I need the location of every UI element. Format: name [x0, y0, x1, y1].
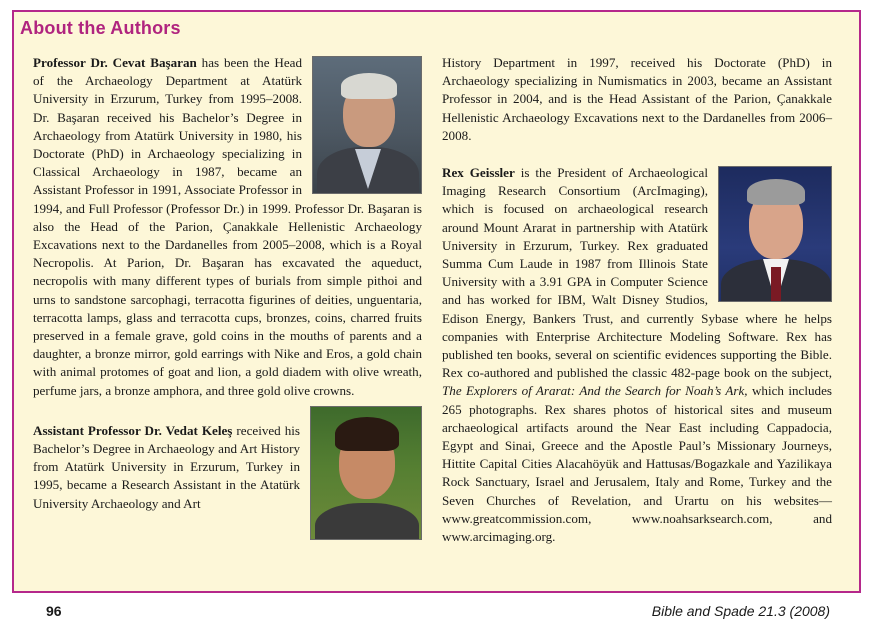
- author-name-baseran: Professor Dr. Cevat Başaran: [33, 55, 197, 70]
- bio-text-baseran: has been the Head of the Archaeology Department at Atatürk University in Erzurum, Turkey from 1995–2008. Dr. Başaran received his Bachelor’s Degree in Archaeology from Atatürk University in 1980, his Doctorate (PhD) in Archaeology specializing in Classical Archaeology in 1987, became an Assistant Professor in 1991, Associate Professor in 1994, and Full Professor (Professor Dr.) in 1999. Professor Dr. Başaran is also the Head of the Parion, Çanakkale Hellenistic Archaeology Excavations next to the Dardanelles from 2005–2008, which is a Royal Necropolis. At Parion, Dr. Başaran has excavated the aqueduct, necropolis with many different types of burials from simple pithoi and urns to sandstone sarcophagi, terracotta figurines of deities, unguentaria, terracotta lamps, glass and terracotta cups, bronzes, coins, charred fruits preserved in a female grave, gold coins in the mouths of parents and a daughter, a bronze mirror, gold earrings with Nike and Eros, a gold chain with animal protomes of goat and lion, a gold diadem with olive wreath, perfume jars, a bronze amphora, and three gold olive crowns.: [33, 55, 422, 398]
- author-name-geissler: Rex Geissler: [442, 165, 515, 181]
- author-bio-baseran: [33, 54, 422, 400]
- author-photo-keles: [310, 406, 422, 540]
- bio-text-keles-1: received his Bachelor’s Degree in Archaeology and Art History from Atatürk University in Erzurum, Turkey in 1995, became a Research Assistant in the Atatürk University Archaeology and Art: [33, 422, 301, 511]
- author-photo-geissler: [718, 166, 832, 302]
- author-bio-keles: [33, 422, 422, 513]
- journal-citation: Bible and Spade 21.3 (2008): [651, 603, 830, 619]
- page-number: 96: [46, 603, 62, 619]
- bio-text-geissler-1: is the President of Archaeological Imaging Research Consortium (ArcImaging), which is focused on archaeological research around Mount Ararat in partnership with Atatürk University in Erzurum, Turkey. Rex graduated Summa Cum Laude in 1987 from Illinois State University with a 3.91 GPA in Computer Science and has worked for IBM, Walt Disney Studios, Edison Energy, Bankers Trust, and currently Sybase where he helps companies with Enterprise Architecture Modeling Software. Rex has published ten books, several on scientific evidences supporting the Bible. Rex co-authored and published the classic 482-page book on the subject,: [442, 165, 832, 381]
- left-column: [33, 54, 422, 542]
- author-bio-geissler: [442, 164, 832, 546]
- right-column: [442, 54, 832, 546]
- author-photo-baseran: [312, 56, 422, 194]
- bio-text-geissler-2: which includes 265 photographs. Rex shares photos of historical sites and museum archaeological artifacts around the Near East including Cappadocia, Egypt and Sinai, Greece and the Apostle Paul’s Missionary Journeys, Hittite Capital Cities Alacahöyük and Hattusas/Bogazkale and Yazilikaya Rock Sanctuary, Israel and Jerusalem, Italy and Rome, Turkey and the Seven Churches of Revelation, and Urartu on his websites—www.greatcommission.com, www.noahsarksearch.com, and www.arcimaging.org.: [442, 383, 832, 545]
- section-title: About the Authors: [20, 18, 181, 38]
- book-title: The Explorers of Ararat: And the Search for Noah’s Ark,: [442, 383, 748, 399]
- bio-continuation-keles: History Department in 1997, received his Doctorate (PhD) in Archaeology specializing in Numismatics in 2003, became an Assistant Professor in 2004, and is the Head Assistant of the Parion, Çanakkale Hellenistic Archaeology Excavations next to the Dardanelles from 2006–2008.: [442, 55, 832, 143]
- author-name-keles: Assistant Professor Dr. Vedat Keleş: [33, 422, 233, 438]
